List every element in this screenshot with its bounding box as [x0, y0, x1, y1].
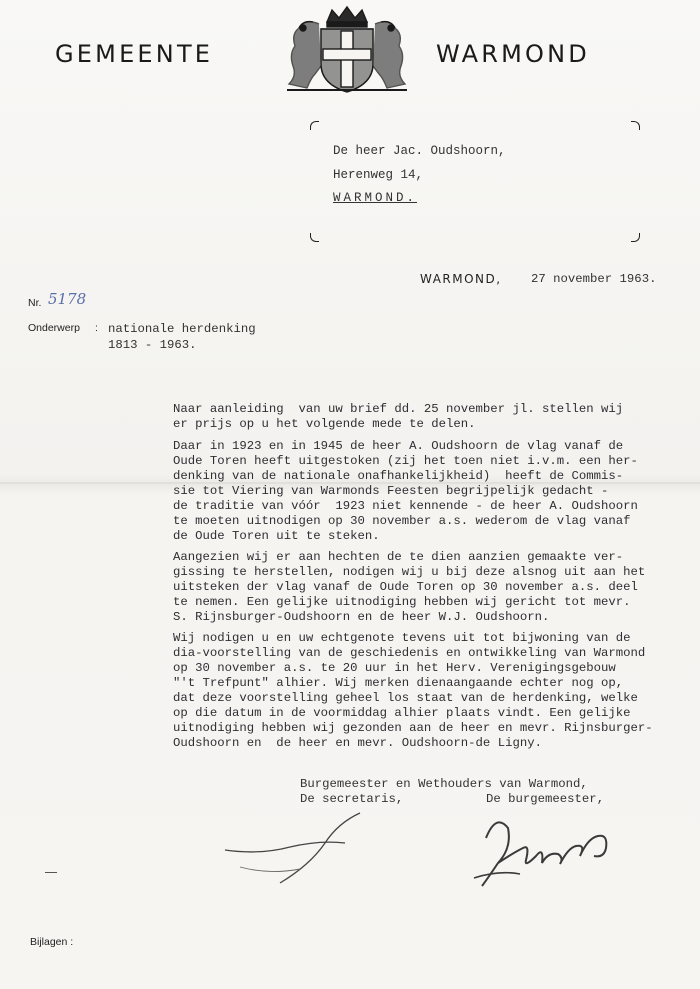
subject-line-2: 1813 - 1963.	[108, 338, 197, 352]
secretary-signature-icon	[220, 805, 390, 895]
address-corner-tl	[310, 121, 319, 130]
letterhead-left: GEMEENTE	[55, 40, 214, 68]
nr-value: 5178	[48, 290, 87, 308]
body-line: gissing te herstellen, nodigen wij u bij deze alsnog uit aan het	[173, 565, 646, 579]
body-line: op die datum in de voormiddag alhier plaats vindt. Een gelijke	[173, 706, 631, 720]
address-corner-bl	[310, 233, 319, 242]
body-line: dat deze voorstelling geheel los staat van de herdenking, welke	[173, 691, 638, 705]
address-line-3: WARMOND.	[333, 191, 418, 205]
secretary-label: De secretaris,	[300, 792, 404, 806]
subject-colon: :	[95, 322, 98, 334]
body-line: te moeten uitnodigen op 30 november a.s. wederom de vlag vanaf	[173, 514, 631, 528]
address-line-1: De heer Jac. Oudshoorn,	[333, 144, 506, 158]
letterhead-right: WARMOND	[436, 40, 590, 68]
body-line: "'t Trefpunt" alhier. Wij merken dienaangaande echter nog op,	[173, 676, 624, 690]
subject-label: Onderwerp	[28, 322, 80, 334]
body-line: dia-voorstelling van de geschiedenis en ontwikkeling van Warmond	[173, 646, 646, 660]
mayor-signature-icon	[468, 808, 628, 893]
closing-line: Burgemeester en Wethouders van Warmond,	[300, 777, 588, 791]
body-line: uitsteken der vlag vanaf de Oude Toren op 30 november a.s. deel	[173, 580, 638, 594]
body-line: de Oude Toren uit te steken.	[173, 529, 380, 543]
coat-of-arms-icon	[277, 4, 417, 94]
mayor-label: De burgemeester,	[486, 792, 605, 806]
margin-mark	[45, 872, 57, 873]
body-line: Oudshoorn en de heer en mevr. Oudshoorn-de Ligny.	[173, 736, 542, 750]
body-line: op 30 november a.s. te 20 uur in het Herv. Verenigingsgebouw	[173, 661, 616, 675]
body-line: Wij nodigen u en uw echtgenote tevens uit tot bijwoning van de	[173, 631, 631, 645]
body-line: te nemen. Een gelijke uitnodiging hebben wij gericht tot mevr.	[173, 595, 631, 609]
date-value: 27 november 1963.	[531, 272, 657, 286]
address-corner-tr	[631, 121, 640, 130]
body-line: de traditie van vóór 1923 niet kennende - de heer A. Oudshoorn	[173, 499, 638, 513]
bijlagen-label: Bijlagen :	[30, 936, 74, 948]
subject-line-1: nationale herdenking	[108, 322, 256, 336]
body-line: Aangezien wij er aan hechten de te dien aanzien gemaakte ver-	[173, 550, 624, 564]
date-place: WARMOND,	[420, 272, 502, 286]
body-line: er prijs op u het volgende mede te delen.	[173, 417, 476, 431]
body-line: uitnodiging hebben wij gezonden aan de heer en mevr. Rijnsburger-	[173, 721, 653, 735]
address-line-2: Herenweg 14,	[333, 168, 424, 182]
body-line: S. Rijnsburger-Oudshoorn en de heer W.J. Oudshoorn.	[173, 610, 550, 624]
body-line: denking van de nationale onafhankelijkheid) heeft de Commis-	[173, 469, 624, 483]
nr-label: Nr.	[28, 297, 42, 309]
body-line: Naar aanleiding van uw brief dd. 25 november jl. stellen wij	[173, 402, 624, 416]
body-line: Daar in 1923 en in 1945 de heer A. Oudshoorn de vlag vanaf de	[173, 439, 624, 453]
body-line: Oude Toren heeft uitgestoken (zij het toen niet i.v.m. een her-	[173, 454, 638, 468]
body-line: sie tot Viering van Warmonds Feesten begrijpelijk gedacht -	[173, 484, 609, 498]
